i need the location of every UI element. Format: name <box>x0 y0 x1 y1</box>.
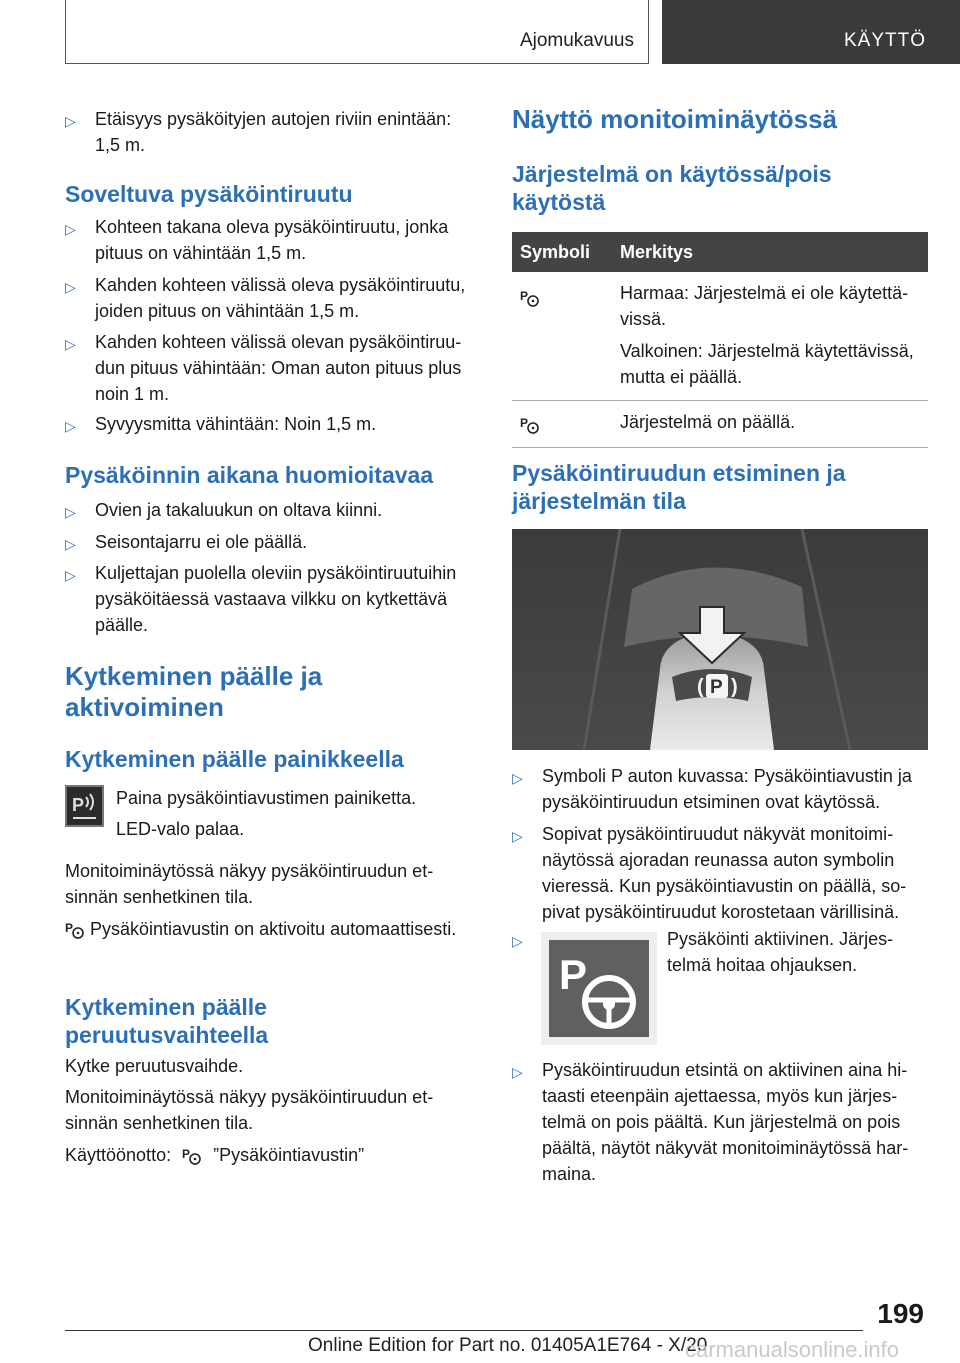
parking-assist-icon <box>182 1146 202 1166</box>
table-cell-meaning: Harmaa: Järjestelmä ei ole käytettävissä. Valkoinen: Järjestelmä käytettävissä, mutta ei päällä. <box>612 272 928 401</box>
header-chapter: KÄYTTÖ <box>843 30 926 51</box>
svg-text:P: P <box>520 416 529 431</box>
bullet-triangle-icon: ▷ <box>65 504 76 520</box>
svg-text:P: P <box>559 951 588 998</box>
bullet-triangle-icon: ▷ <box>512 1064 523 1080</box>
svg-text:P: P <box>710 677 723 698</box>
steering-assist-icon <box>541 932 657 1045</box>
bullet-triangle-icon: ▷ <box>65 418 76 434</box>
edition-text: Online Edition for Part no. 01405A1E764 - X/20 <box>308 1335 708 1356</box>
table-header-symbol: Symboli <box>512 232 612 272</box>
list-item: ▷ Kahden kohteen välissä oleva pysäköintiruutu, joiden pituus on vähintään 1,5 m. <box>65 275 466 321</box>
heading-switch-button: Kytkeminen päälle painikkeella <box>65 746 404 772</box>
heading-system-on-off: Järjestelmä on käytössä/pois käytöstä <box>512 161 832 215</box>
svg-text:(: ( <box>697 676 704 698</box>
header-section-tab <box>65 0 649 64</box>
parking-assist-icon <box>65 920 85 940</box>
list-item: ▷ Etäisyys pysäköityjen autojen riviin enintään: 1,5 m. <box>65 109 452 155</box>
table-cell-symbol <box>512 401 612 448</box>
bullet-triangle-icon: ▷ <box>65 567 76 583</box>
table-header-row <box>512 232 928 272</box>
list-item: ▷ Pysäköintiruudun etsintä on aktiivinen aina hitaasti eteenpäin ajettaessa, myös kun järjestelmä on pois päältä. Kun järjestelmä on pois päältä, näytöt näkyvät monitoiminäytössä harmaina. <box>512 1060 909 1184</box>
list-item: ▷ Symboli P auton kuvassa: Pysäköintiavustin ja pysäköintiruudun etsiminen ovat käytössä. <box>512 766 912 812</box>
table-cell-symbol <box>512 272 612 401</box>
list-item: ▷ Ovien ja takaluukun on oltava kiinni. <box>65 497 477 523</box>
list-item: ▷ Kahden kohteen välissä olevan pysäköintiruudun pituus vähintään: Oman auton pituus plus noin 1 m. <box>65 332 462 404</box>
list-item: ▷ Syvyysmitta vähintään: Noin 1,5 m. <box>65 411 477 437</box>
auto-activated-text: P Pysäköintiavustin on aktivoitu automaattisesti. <box>65 919 457 939</box>
bullet-triangle-icon: ▷ <box>65 536 76 552</box>
list-item: ▷ Kuljettajan puolella oleviin pysäköintiruutuihin pysäköitäessä vastaava vilkku on kytkettävä päälle. <box>65 563 457 635</box>
table-header-meaning: Merkitys <box>612 232 928 272</box>
table-row <box>512 272 928 401</box>
commissioning-line: Käyttöönotto: P ”Pysäköintiavustin” <box>65 1145 365 1165</box>
header-section: Ajomukavuus <box>519 30 634 51</box>
svg-text:P: P <box>65 921 74 936</box>
parking-display-graphic <box>512 529 928 750</box>
bullet-triangle-icon: ▷ <box>512 770 523 786</box>
page-number: 199 <box>877 1298 924 1329</box>
heading-suitable-space: Soveltuva pysäköintiruutu <box>65 181 353 207</box>
symbol-table <box>512 232 928 448</box>
list-item: ▷ Kohteen takana oleva pysäköintiruutu, jonka pituus on vähintään 1,5 m. <box>65 217 449 263</box>
watermark-text: carmanualsonline.info <box>685 1337 900 1362</box>
table-row <box>512 401 928 448</box>
table-cell-meaning: Järjestelmä on päällä. <box>612 401 928 448</box>
list-item: ▷ Sopivat pysäköintiruudut näkyvät monitoiminäytössä ajoradan reunassa auton symbolin vieressä. Kun pysäköintiavustin on päällä, sopivat pysäköintiruudut korostetaan värillisinä. <box>512 824 907 922</box>
bullet-triangle-icon: ▷ <box>65 336 76 352</box>
bullet-triangle-icon: ▷ <box>65 113 76 129</box>
bullet-triangle-icon: ▷ <box>65 221 76 237</box>
svg-text:): ) <box>731 676 738 698</box>
heading-space-search: Pysäköintiruudun etsiminen ja järjestelmän tila <box>512 460 846 514</box>
parking-assist-icon <box>520 415 540 435</box>
svg-text:P: P <box>182 1147 191 1162</box>
heading-parking-notice: Pysäköinnin aikana huomioitavaa <box>65 462 434 488</box>
bullet-triangle-icon: ▷ <box>512 933 523 949</box>
display-status-text: Monitoiminäytössä näkyy pysäköintiruudun etsinnän senhetkinen tila. <box>65 861 434 907</box>
parking-display-illustration <box>512 529 928 750</box>
bullet-triangle-icon: ▷ <box>65 279 76 295</box>
heading-reverse-gear: Kytkeminen päälle peruutusvaihteella <box>65 994 269 1048</box>
parking-assist-icon <box>520 288 540 308</box>
display-status-text-2: Monitoiminäytössä näkyy pysäköintiruudun etsinnän senhetkinen tila. <box>65 1087 434 1133</box>
bullet-triangle-icon: ▷ <box>512 828 523 844</box>
reverse-text: Kytke peruutusvaihde. <box>65 1056 244 1076</box>
list-item: ▷ Seisontajarru ei ole päällä. <box>65 529 477 555</box>
parking-assist-button-icon <box>65 785 104 827</box>
press-button-text: Paina pysäköintiavustimen painiketta. <box>116 788 417 808</box>
heading-display: Näyttö monitoiminäytössä <box>512 104 838 134</box>
led-text: LED-valo palaa. <box>116 819 245 839</box>
header-chapter-tab <box>662 0 960 64</box>
svg-text:P: P <box>72 795 85 815</box>
heading-switch-on: Kytkeminen päälle ja aktivoiminen <box>65 661 323 722</box>
footer-divider <box>65 1330 863 1331</box>
svg-text:P: P <box>520 289 529 304</box>
parking-active-text: Pysäköinti aktiivinen. Järjestelmä hoitaa ohjauksen. <box>667 929 894 975</box>
